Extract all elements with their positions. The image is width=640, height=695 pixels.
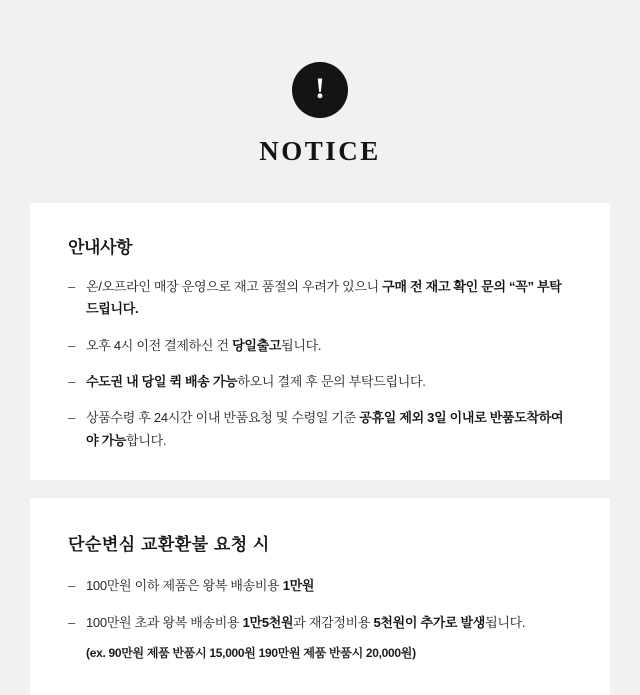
dash-bullet-icon: – bbox=[68, 410, 75, 426]
list-item bbox=[68, 407, 572, 452]
exclamation-icon bbox=[292, 62, 348, 118]
dash-bullet-icon: – bbox=[68, 374, 75, 390]
section-refund-list bbox=[68, 575, 572, 634]
list-item-text: 온/오프라인 매장 운영으로 재고 품절의 우려가 있으니 구매 전 재고 확인 문의 “꼭” 부탁드립니다. bbox=[86, 279, 562, 317]
list-item-text: 100만원 이하 제품은 왕복 배송비용 1만원 bbox=[86, 578, 315, 594]
list-item bbox=[68, 371, 572, 393]
page-title: NOTICE bbox=[259, 136, 381, 166]
list-item bbox=[68, 612, 572, 634]
section-guide-title: 안내사항 bbox=[68, 238, 133, 257]
list-item bbox=[68, 575, 572, 597]
list-item-text: 오후 4시 이전 결제하신 건 당일출고됩니다. bbox=[86, 337, 322, 353]
section-refund bbox=[30, 498, 610, 695]
section-refund-title: 단순변심 교환환불 요청 시 bbox=[68, 535, 270, 555]
section-refund-footnote: (ex. 90만원 제품 반품시 15,000원 190만원 제품 반품시 20,000원) bbox=[86, 645, 416, 660]
dash-bullet-icon: – bbox=[68, 578, 75, 594]
section-guide-list bbox=[68, 276, 572, 452]
dash-bullet-icon: – bbox=[68, 614, 75, 630]
list-item-text: 100만원 초과 왕복 배송비용 1만5천원과 재감정비용 5천원이 추가로 발생됩니다. bbox=[86, 614, 526, 630]
list-item bbox=[68, 276, 572, 321]
list-item bbox=[68, 335, 572, 357]
notice-header bbox=[0, 0, 640, 167]
exclamation-glyph: ! bbox=[315, 72, 325, 105]
list-item-text: 상품수령 후 24시간 이내 반품요청 및 수령일 기준 공휴일 제외 3일 이내로 반품도착하여야 가능합니다. bbox=[86, 410, 564, 448]
list-item-text: 수도권 내 당일 퀵 배송 가능하오니 결제 후 문의 부탁드립니다. bbox=[86, 374, 426, 390]
dash-bullet-icon: – bbox=[68, 337, 75, 353]
section-guide bbox=[30, 203, 610, 480]
dash-bullet-icon: – bbox=[68, 279, 75, 294]
